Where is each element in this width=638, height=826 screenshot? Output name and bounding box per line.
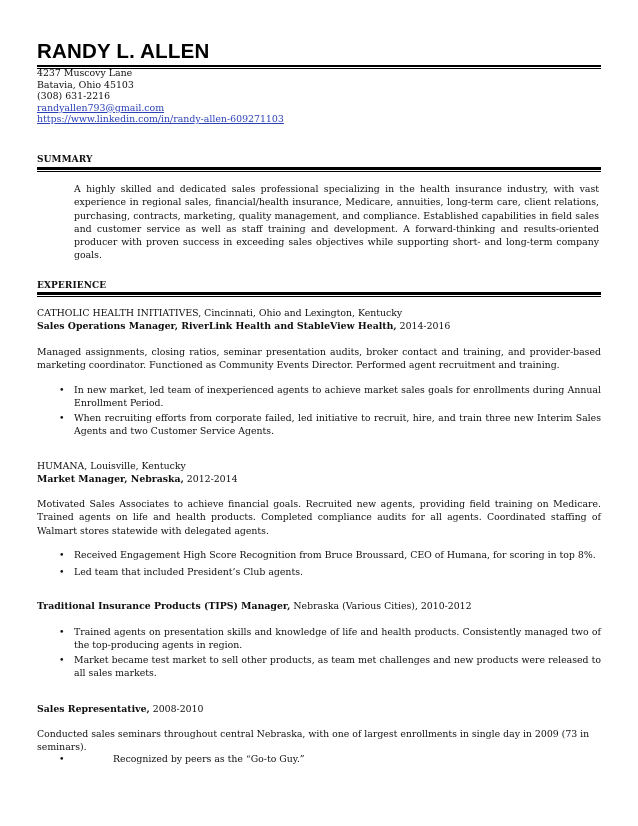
job-dates: Nebraska (Various Cities), 2010-2012 <box>290 601 472 612</box>
job-description: Conducted sales seminars throughout central Nebraska, with one of largest enrollments in single day in 2009 (73 in seminars). <box>37 729 590 754</box>
job-title: Sales Operations Manager, RiverLink Health and StableView Health, <box>37 321 397 333</box>
job-entry <box>37 307 601 334</box>
bullet-icon: • <box>59 567 65 579</box>
address-line-2: Batavia, Ohio 45103 <box>37 79 134 91</box>
job-description: Motivated Sales Associates to achieve financial goals. Recruited new agents, providing field training on Medicare. Trained agents on life and health products. Completed compliance audits for all agents. Coordinated staffing of Walmart stores statewide with delegated agents. <box>37 499 601 537</box>
job-title-line <box>37 473 601 486</box>
experience-divider <box>37 292 601 295</box>
bullet-icon: • <box>59 754 65 765</box>
contact-block <box>37 68 284 126</box>
list-item: • Trained agents on presentation skills and knowledge of life and health products. Consistently managed two of the top-producing agents in region. <box>59 627 601 652</box>
job-entry <box>37 460 601 487</box>
experience-heading: EXPERIENCE <box>37 281 107 291</box>
header-divider <box>37 65 601 67</box>
job-bullets <box>37 384 601 439</box>
job-bullets <box>37 549 601 581</box>
job-title-line <box>37 320 601 333</box>
email-link[interactable]: randyallen793@gmail.com <box>37 102 165 114</box>
job-employer: CATHOLIC HEALTH INITIATIVES, Cincinnati, Ohio and Lexington, Kentucky <box>37 308 403 319</box>
job-title: Sales Representative, <box>37 704 150 715</box>
summary-text: A highly skilled and dedicated sales professional specializing in the health insurance industry, with vast experience in regional sales, financial/health insurance, Medicare, annuities, long-term care, client relations, purchasing, contracts, marketing, quality management, and compliance. Established capabilities in field sales and customer service as well as staff training and development. A forward-thinking and results-oriented producer with proven success in exceeding sales objectives while supporting short- and long-term company goals. <box>74 184 599 262</box>
job-title-line <box>37 703 601 716</box>
list-item: • In new market, led team of inexperienced agents to achieve market sales goals for enrollments during Annual Enrollment Period. <box>59 385 601 410</box>
job-title-line <box>37 600 601 613</box>
job-dates: 2012-2014 <box>183 474 238 486</box>
candidate-name: RANDY L. ALLEN <box>37 40 210 63</box>
summary-heading: SUMMARY <box>37 155 93 165</box>
list-item: • Recognized by peers as the “Go-to Guy.” <box>59 754 305 765</box>
bullet-icon: • <box>59 412 65 424</box>
job-bullets <box>37 753 601 767</box>
bullet-icon: • <box>59 385 65 396</box>
list-item: • Market became test market to sell other products, as team met challenges and new products were released to all sales markets. <box>59 654 601 679</box>
job-title: Market Manager, Nebraska, <box>37 474 184 486</box>
summary-divider <box>37 167 601 170</box>
job-bullets <box>37 626 601 681</box>
job-dates: 2014-2016 <box>396 321 451 333</box>
list-item: • Led team that included President’s Club agents. <box>59 567 303 579</box>
job-dates: 2008-2010 <box>149 704 204 715</box>
bullet-icon: • <box>59 627 65 638</box>
bullet-icon: • <box>59 654 65 666</box>
list-item: • Received Engagement High Score Recognition from Bruce Broussard, CEO of Humana, for scoring in top 8%. <box>59 550 596 561</box>
phone-number: (308) 631-2216 <box>37 91 111 103</box>
list-item: • When recruiting efforts from corporate failed, led initiative to recruit, hire, and train three new Interim Sales Agents and two Customer Service Agents. <box>59 412 601 437</box>
job-employer: HUMANA, Louisville, Kentucky <box>37 461 186 472</box>
bullet-icon: • <box>59 550 65 561</box>
job-description: Managed assignments, closing ratios, seminar presentation audits, broker contact and training, and provider-based marketing coordinator. Functioned as Community Events Director. Performed agent recruitment and training. <box>37 347 601 372</box>
job-title: Traditional Insurance Products (TIPS) Manager, <box>37 601 291 612</box>
address-line-1: 4237 Muscovy Lane <box>37 68 133 79</box>
linkedin-link[interactable]: https://www.linkedin.com/in/randy-allen-609271103 <box>37 114 284 126</box>
